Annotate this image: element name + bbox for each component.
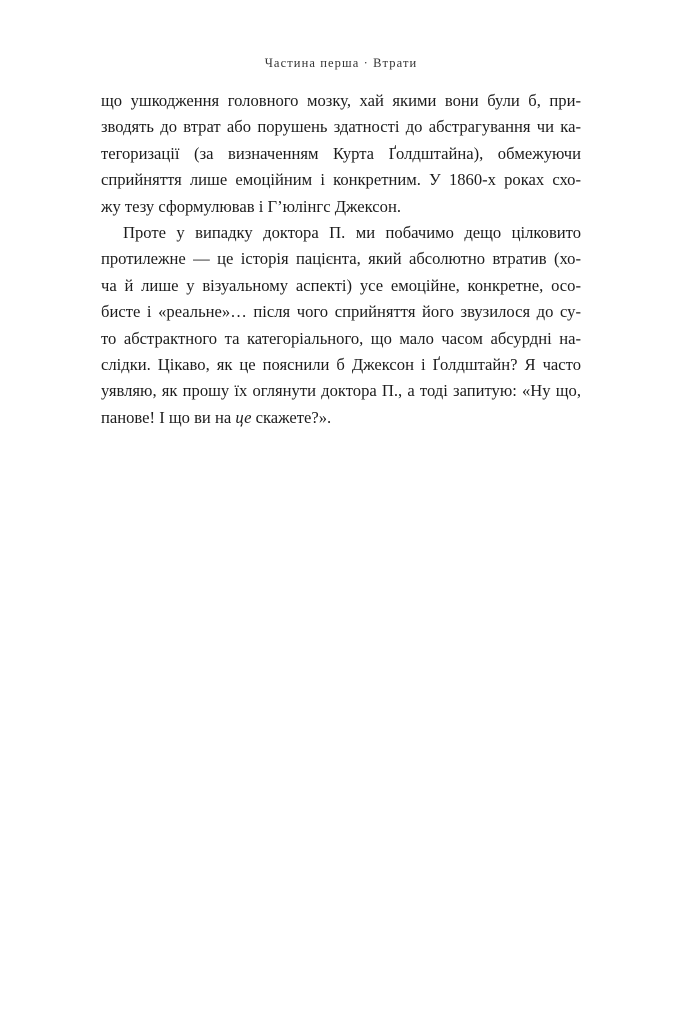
running-head: Частина перша · Втрати (264, 56, 418, 70)
text-line: тегоризації (за визначенням Курта Ґолдштайна), обмежуючи (101, 143, 581, 163)
italic-emphasis: це (235, 407, 252, 427)
text-line: уявляю, як прошу їх оглянути доктора П., а тоді запитую: «Ну що, (101, 381, 581, 401)
text-line: то абстрактного та категоріального, що мало часом абсурдні на- (101, 328, 581, 348)
paragraph-1 (101, 88, 581, 220)
body-text (101, 88, 581, 431)
text-line: Проте у випадку доктора П. ми побачимо дещо цілковито (123, 222, 581, 242)
text-segment: скажете?». (251, 407, 332, 427)
text-line: протилежне — це історія пацієнта, який абсолютно втратив (хо- (101, 249, 581, 269)
paragraph-2 (101, 220, 581, 431)
text-line (101, 405, 581, 431)
text-line: ча й лише у візуальному аспекті) усе емоційне, конкретне, осо- (101, 275, 581, 295)
text-line: слідки. Цікаво, як це пояснили б Джексон і Ґолдштайн? Я часто (101, 354, 581, 374)
text-line: бисте і «реальне»… після чого сприйняття його звузилося до су- (101, 302, 581, 322)
text-segment: панове! І що ви на (101, 407, 236, 427)
text-line: сприйняття лише емоційним і конкретним. У 1860-х роках схо- (101, 170, 581, 190)
text-line: зводять до втрат або порушень здатності до абстрагування чи ка- (101, 117, 581, 137)
text-line: що ушкодження головного мозку, хай якими вони були б, при- (101, 91, 581, 110)
text-line: жу тезу сформулював і Г’юлінгс Джексон. (101, 196, 401, 216)
